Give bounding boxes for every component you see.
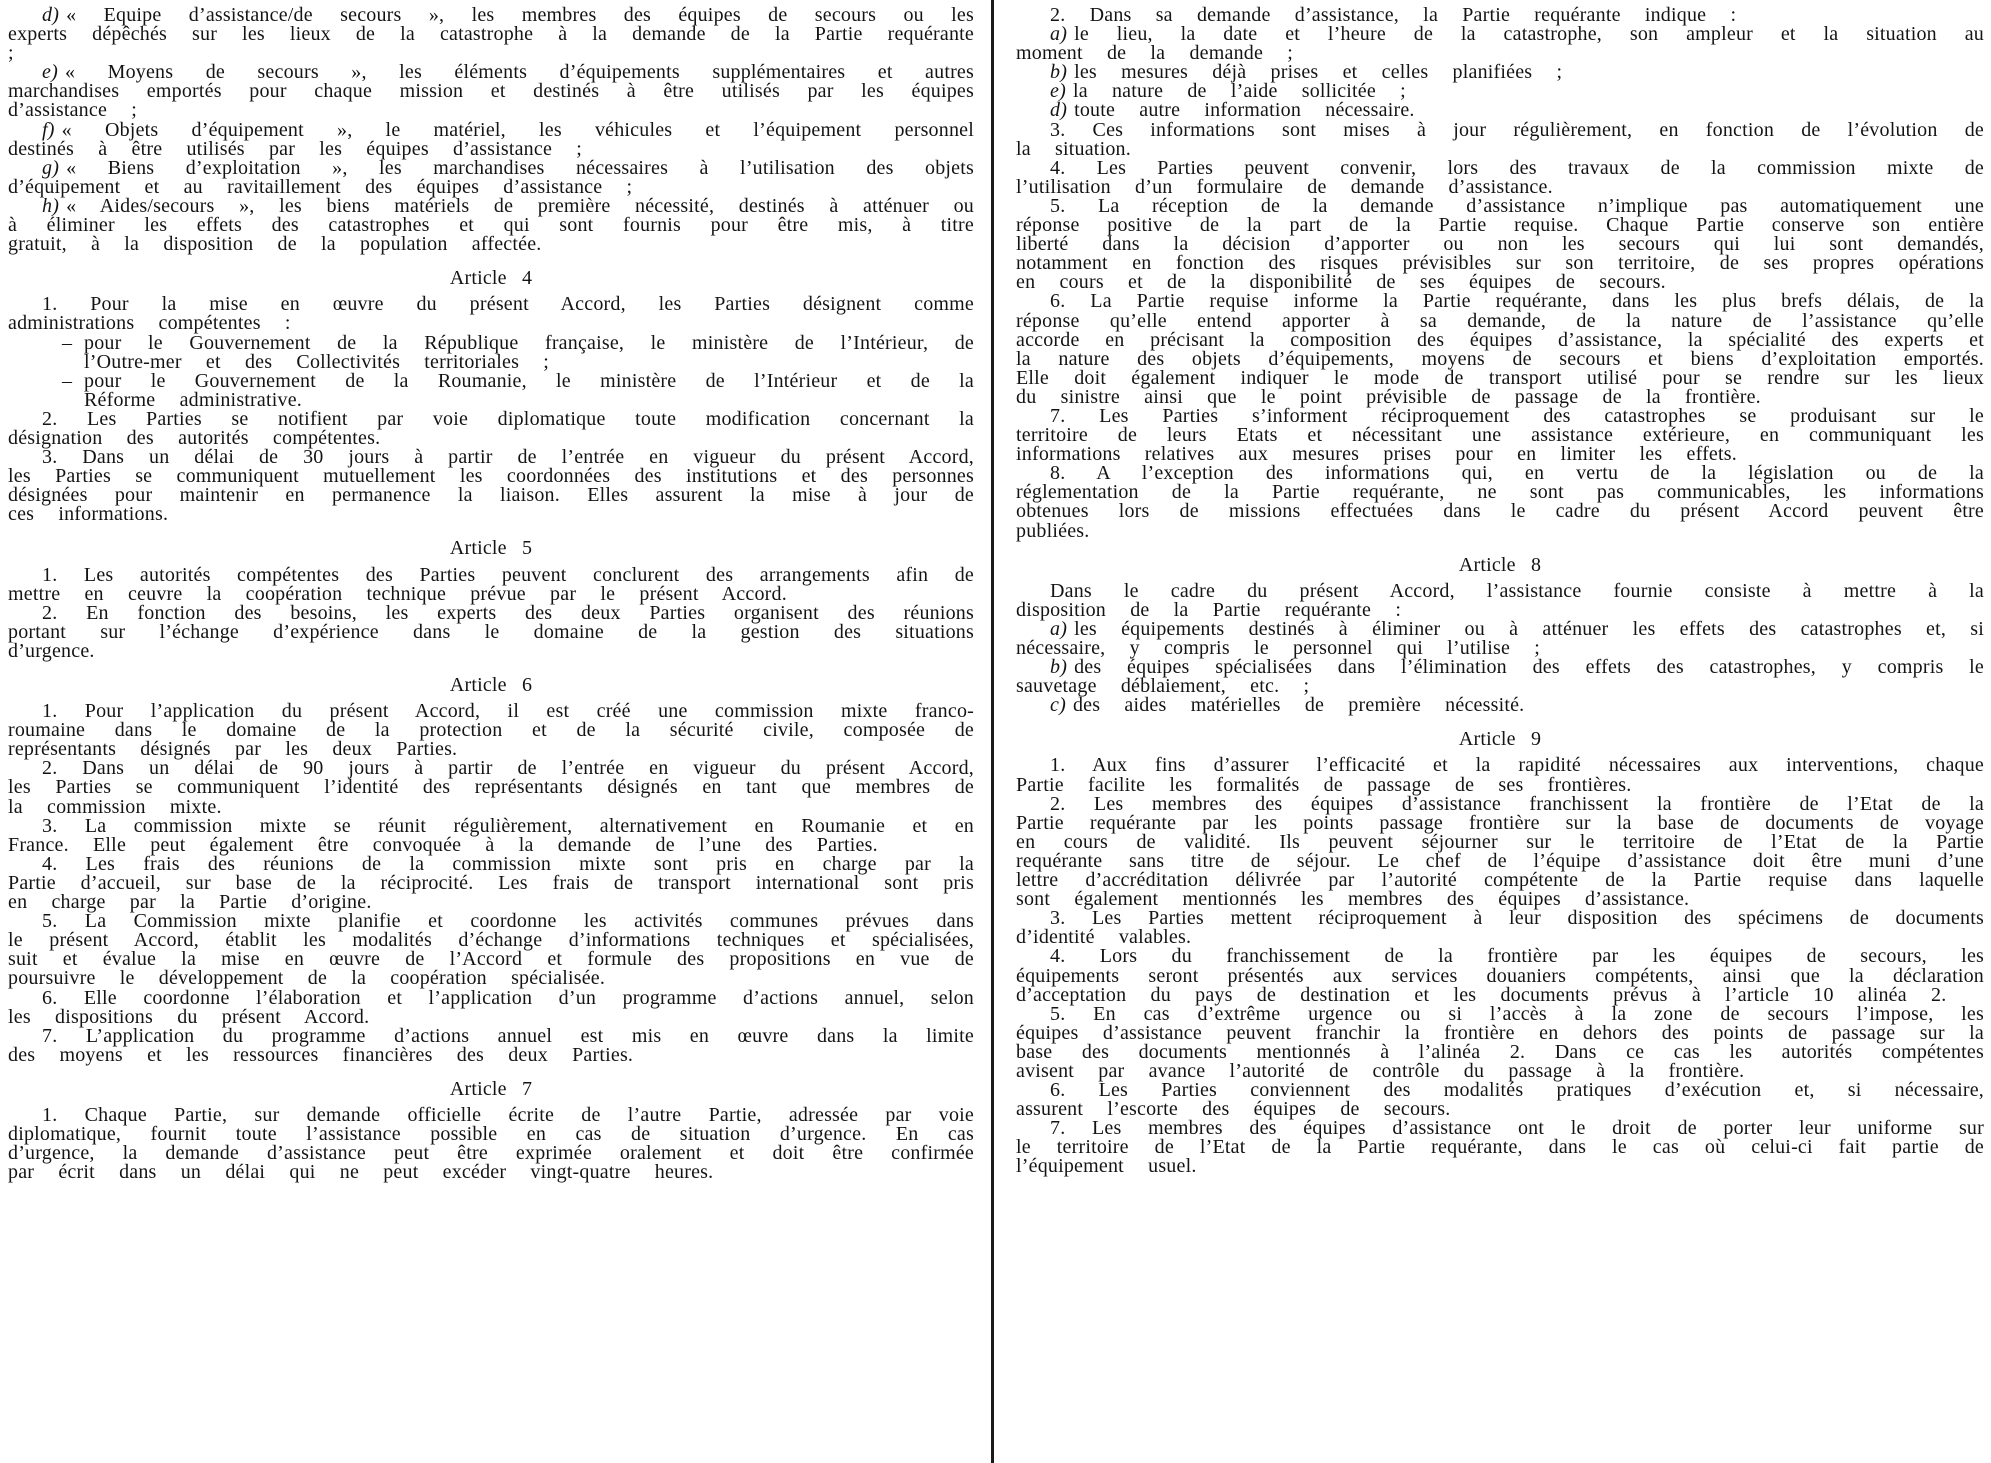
- item-letter-label: a): [1050, 617, 1068, 640]
- paragraph: [8, 118, 974, 160]
- dash-list-item: [8, 369, 974, 411]
- paragraph-text: toute autre information nécessaire.: [1074, 99, 1415, 122]
- paragraph: 3. Les Parties mettent réciproquement à leur disposition des spécimens de documents d’identité valables.: [1016, 907, 1984, 949]
- item-letter-label: b): [1050, 61, 1068, 84]
- paragraph-text: les équipements destinés à éliminer ou à atténuer les effets des catastrophes et, si nécessaire, y compris le personnel qui l’utilise ;: [1016, 617, 1984, 659]
- column-divider: [991, 0, 994, 1463]
- article-heading: Article 9: [1458, 728, 1542, 751]
- right-column: [1016, 6, 1984, 1177]
- article-heading: Article 6: [449, 674, 533, 696]
- paragraph: Dans le cadre du présent Accord, l’assistance fournie consiste à mettre à la disposition de la Partie requérante :: [1016, 579, 1984, 621]
- paragraph-text: « Objets d’équipement », le matériel, les véhicules et l’équipement personnel destinés à être utilisés par les équipes d’assistance ;: [8, 118, 974, 160]
- paragraph-text: les mesures déjà prises et celles planifiées ;: [1074, 61, 1563, 84]
- paragraph: [8, 156, 974, 198]
- paragraph: [8, 63, 974, 120]
- paragraph: 2. Dans sa demande d’assistance, la Partie requérante indique :: [1050, 4, 1737, 26]
- paragraph: 3. Ces informations sont mises à jour régulièrement, en fonction de l’évolution de la situation.: [1016, 118, 1984, 160]
- article-heading: Article 8: [1458, 553, 1542, 576]
- paragraph: 7. Les Parties s’informent réciproquement des catastrophes se produisant sur le territoire de leurs Etats et nécessitant une assistance extérieure, en communiquant les informations relatives aux mesures prises pour en limiter les effets.: [1016, 404, 1984, 466]
- paragraph: 6. Les Parties conviennent des modalités pratiques d’exécution et, si nécessaire, assurent l’escorte des équipes de secours.: [1016, 1079, 1984, 1121]
- dash-list-item: [8, 331, 974, 373]
- paragraph: 2. Les membres des équipes d’assistance franchissent la frontière de l’Etat de la Partie requérante par les points passage frontière sur la base de documents de voyage en cours de validité. Ils peuvent séjourner sur le territoire de l’Etat de la Partie requérante sans titre de séjour. Le chef de l’équipe d’assistance doit être muni d’une lettre d’accréditation délivrée par l’autorité compétente de la Partie requise dans laquelle sont également mentionnés les membres des équipes d’assistance.: [1016, 792, 1984, 911]
- paragraph: 4. Les frais des réunions de la commission mixte sont pris en charge par la Partie d’accueil, sur base de la réciprocité. Les frais de transport international sont pris en charge par la Partie d’origine.: [8, 852, 974, 914]
- item-letter-label: f): [42, 118, 55, 141]
- item-letter-label: e): [42, 61, 58, 84]
- paragraph: 5. La réception de la demande d’assistance n’implique pas automatiquement une réponse positive de la part de la Partie requise. Chaque Partie conserve son entière liberté dans la décision d’apporter ou non les secours qui lui sont demandés, notamment en fonction des risques prévisibles sur son territoire, de ses propres opérations en cours et de la disponibilité de ses équipes de secours.: [1016, 194, 1984, 294]
- paragraph-text: « Biens d’exploitation », les marchandises nécessaires à l’utilisation des objets d’équipement et au ravitaillement des équipes d’assistance ;: [8, 156, 974, 198]
- item-letter-label: a): [1050, 23, 1068, 46]
- article-heading: Article 4: [449, 267, 533, 290]
- paragraph-text: la nature de l’aide sollicitée ;: [1072, 80, 1406, 103]
- article-heading: Article 5: [449, 537, 533, 560]
- dash-marker: –: [62, 331, 73, 354]
- item-letter-label: d): [42, 4, 60, 26]
- paragraph: 2. Dans un délai de 90 jours à partir de l’entrée en vigueur du présent Accord, les Parties se communiquent l’identité des représentants désignés en tant que membres de la commission mixte.: [8, 757, 974, 818]
- paragraph: [8, 6, 974, 63]
- paragraph: 7. L’application du programme d’actions annuel est mis en œuvre dans la limite des moyens et les ressources financières des deux Parties.: [8, 1024, 974, 1066]
- paragraph: 1. Aux fins d’assurer l’efficacité et la rapidité nécessaires aux interventions, chaque Partie facilite les formalités de passage de ses frontières.: [1016, 754, 1984, 796]
- paragraph: [8, 194, 974, 256]
- paragraph: 1. Pour la mise en œuvre du présent Accord, les Parties désignent comme administrations compétentes :: [8, 293, 974, 335]
- paragraph: [1016, 658, 1984, 696]
- paragraph: 5. En cas d’extrême urgence ou si l’accès à la zone de secours l’impose, les équipes d’assistance peuvent franchir la frontière en dehors des points de passage sur la base des documents mentionnés à l’alinéa 2. Dans ce cas les autorités compétentes avisent par avance l’autorité de contrôle du passage à la frontière.: [1016, 1002, 1984, 1082]
- item-letter-label: b): [1050, 656, 1068, 679]
- item-letter-label: h): [42, 194, 60, 217]
- paragraph: 5. La Commission mixte planifie et coordonne les activités communes prévues dans le présent Accord, établit les modalités d’échange d’informations techniques et spécialisées, suit et évalue la mise en œuvre de l’Accord et formule des propositions en vue de poursuivre le développement de la coopération spécialisée.: [8, 910, 974, 990]
- paragraph: 1. Chaque Partie, sur demande officielle écrite de l’autre Partie, adressée par voie diplomatique, fournit toute l’assistance possible en cas de situation d’urgence. En cas d’urgence, la demande d’assistance peut être exprimée oralement et doit être confirmée par écrit dans un délai qui ne peut excéder vingt-quatre heures.: [8, 1103, 974, 1184]
- paragraph: 3. La commission mixte se réunit régulièrement, alternativement en Roumanie et en France. Elle peut également être convoquée à la demande de l’une des Parties.: [8, 814, 974, 856]
- item-letter-label: c): [1050, 694, 1066, 717]
- paragraph-text: le lieu, la date et l’heure de la catastrophe, son ampleur et la situation au moment de la demande ;: [1016, 23, 1984, 65]
- left-column: [8, 6, 974, 1182]
- paragraph-text: pour le Gouvernement de la Roumanie, le ministère de l’Intérieur et de la Réforme administrative.: [84, 369, 974, 411]
- paragraph: 4. Les Parties peuvent convenir, lors des travaux de la commission mixte de l’utilisation d’un formulaire de demande d’assistance.: [1016, 156, 1984, 198]
- article-heading: Article 7: [449, 1077, 533, 1100]
- item-letter-label: g): [42, 156, 60, 179]
- paragraph: 8. A l’exception des informations qui, en vertu de la législation ou de la réglementation de la Partie requérante, ne sont pas communicables, les informations obtenues lors de missions effectuées dans le cadre du présent Accord peuvent être publiées.: [1016, 462, 1984, 542]
- paragraph: 2. Les Parties se notifient par voie diplomatique toute modification concernant la désignation des autorités compétentes.: [8, 407, 974, 449]
- paragraph: [1016, 617, 1984, 659]
- paragraph-text: « Moyens de secours », les éléments d’équipements supplémentaires et autres marchandises emportés pour chaque mission et destinés à être utilisés par les équipes d’assistance ;: [8, 61, 974, 122]
- paragraph: 1. Les autorités compétentes des Parties peuvent conclurent des arrangements afin de mettre en ceuvre la coopération technique prévue par le présent Accord.: [8, 563, 974, 605]
- item-letter-label: e): [1050, 80, 1066, 103]
- paragraph: 1. Pour l’application du présent Accord, il est créé une commission mixte franco-roumaine dans le domaine de la protection et de la sécurité civile, composée de représentants désignés par les deux Parties.: [8, 700, 974, 761]
- paragraph: 6. Elle coordonne l’élaboration et l’application d’un programme d’actions annuel, selon les dispositions du présent Accord.: [8, 986, 974, 1028]
- paragraph-text: « Equipe d’assistance/de secours », les membres des équipes de secours ou les experts dépêchés sur les lieux de la catastrophe à la demande de la Partie requérante ;: [8, 4, 974, 65]
- paragraph: 4. Lors du franchissement de la frontière par les équipes de secours, les équipements seront présentés aux services douaniers compétents, ainsi que la déclaration d’acceptation du pays de destination et les documents prévus à l’article 10 alinéa 2.: [1016, 945, 1984, 1006]
- paragraph: 6. La Partie requise informe la Partie requérante, dans les plus brefs délais, de la réponse qu’elle entend apporter à sa demande, de la nature de l’assistance qu’elle accorde en précisant la composition des équipes d’assistance, la spécialité des experts et la nature des objets d’équipements, moyens de secours et biens d’exploitation emportés. Elle doit également indiquer le mode de transport utilisé pour se rendre sur les lieux du sinistre ainsi que le point prévisible de passage de la frontière.: [1016, 290, 1984, 408]
- item-letter-label: d): [1050, 99, 1068, 122]
- paragraph: [1016, 696, 1984, 715]
- paragraph: 7. Les membres des équipes d’assistance ont le droit de porter leur uniforme sur le territoire de l’Etat de la Partie requérante, dans le cas où celui-ci fait partie de l’équipement usuel.: [1016, 1117, 1984, 1178]
- paragraph: [1016, 101, 1984, 120]
- paragraph: 3. Dans un délai de 30 jours à partir de l’entrée en vigueur du présent Accord, les Parties se communiquent mutuellement les coordonnées des institutions et des personnes désignées pour maintenir en permanence la liaison. Elles assurent la mise à jour de ces informations.: [8, 446, 974, 526]
- dash-marker: –: [62, 369, 73, 392]
- paragraph: 2. En fonction des besoins, les experts des deux Parties organisent des réunions portant sur l’échange d’expérience dans le domaine de la gestion des situations d’urgence.: [8, 601, 974, 662]
- paragraph-text: des équipes spécialisées dans l’élimination des effets des catastrophes, y compris le sauvetage déblaiement, etc. ;: [1016, 656, 1984, 698]
- paragraph-text: des aides matérielles de première nécessité.: [1072, 694, 1525, 717]
- paragraph: [1016, 25, 1984, 63]
- paragraph-text: « Aides/secours », les biens matériels de première nécessité, destinés à atténuer ou à éliminer les effets des catastrophes et qui sont fournis pour être mis, à titre gratuit, à la disposition de la population affectée.: [8, 194, 974, 256]
- paragraph-text: pour le Gouvernement de la République française, le ministère de l’Intérieur, de l’Outre-mer et des Collectivités territoriales ;: [84, 331, 974, 373]
